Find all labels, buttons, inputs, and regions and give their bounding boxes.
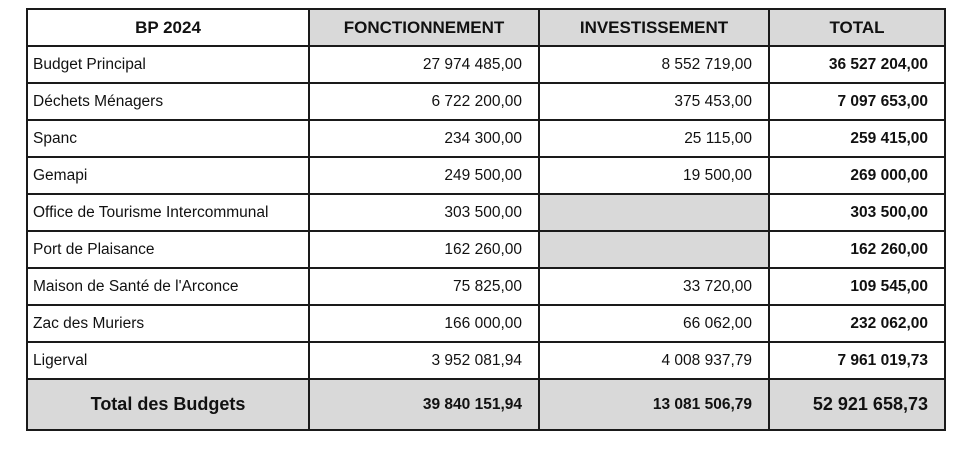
- header-fonctionnement: FONCTIONNEMENT: [309, 9, 539, 46]
- investissement-cell-empty: [539, 194, 769, 231]
- total-cell: 162 260,00: [769, 231, 945, 268]
- grand-total: 52 921 658,73: [769, 379, 945, 430]
- total-cell: 303 500,00: [769, 194, 945, 231]
- header-bp-2024: BP 2024: [27, 9, 309, 46]
- investissement-cell-empty: [539, 231, 769, 268]
- fonctionnement-cell: 249 500,00: [309, 157, 539, 194]
- table-row: [27, 46, 945, 83]
- fonctionnement-cell: 166 000,00: [309, 305, 539, 342]
- fonctionnement-cell: 303 500,00: [309, 194, 539, 231]
- header-investissement: INVESTISSEMENT: [539, 9, 769, 46]
- fonctionnement-cell: 75 825,00: [309, 268, 539, 305]
- totals-row: [27, 379, 945, 430]
- total-cell: 7 961 019,73: [769, 342, 945, 379]
- header-row: [27, 9, 945, 46]
- total-cell: 232 062,00: [769, 305, 945, 342]
- table-row: [27, 120, 945, 157]
- header-total: TOTAL: [769, 9, 945, 46]
- fonctionnement-cell: 3 952 081,94: [309, 342, 539, 379]
- investissement-cell: 33 720,00: [539, 268, 769, 305]
- total-cell: 36 527 204,00: [769, 46, 945, 83]
- fonctionnement-cell: 27 974 485,00: [309, 46, 539, 83]
- investissement-cell: 19 500,00: [539, 157, 769, 194]
- investissement-cell: 25 115,00: [539, 120, 769, 157]
- row-label: Spanc: [27, 120, 309, 157]
- row-label: Gemapi: [27, 157, 309, 194]
- totals-label: Total des Budgets: [27, 379, 309, 430]
- fonctionnement-cell: 234 300,00: [309, 120, 539, 157]
- total-cell: 259 415,00: [769, 120, 945, 157]
- fonctionnement-cell: 162 260,00: [309, 231, 539, 268]
- total-cell: 7 097 653,00: [769, 83, 945, 120]
- table-row: [27, 194, 945, 231]
- row-label: Ligerval: [27, 342, 309, 379]
- totals-fonctionnement: 39 840 151,94: [309, 379, 539, 430]
- investissement-cell: 375 453,00: [539, 83, 769, 120]
- total-cell: 109 545,00: [769, 268, 945, 305]
- table-row: [27, 268, 945, 305]
- table-row: [27, 83, 945, 120]
- table-row: [27, 342, 945, 379]
- investissement-cell: 4 008 937,79: [539, 342, 769, 379]
- row-label: Zac des Muriers: [27, 305, 309, 342]
- table-row: [27, 305, 945, 342]
- row-label: Budget Principal: [27, 46, 309, 83]
- table-row: [27, 157, 945, 194]
- row-label: Déchets Ménagers: [27, 83, 309, 120]
- row-label: Office de Tourisme Intercommunal: [27, 194, 309, 231]
- row-label: Port de Plaisance: [27, 231, 309, 268]
- total-cell: 269 000,00: [769, 157, 945, 194]
- budget-table: [26, 8, 946, 431]
- row-label: Maison de Santé de l'Arconce: [27, 268, 309, 305]
- totals-investissement: 13 081 506,79: [539, 379, 769, 430]
- investissement-cell: 8 552 719,00: [539, 46, 769, 83]
- fonctionnement-cell: 6 722 200,00: [309, 83, 539, 120]
- table-row: [27, 231, 945, 268]
- investissement-cell: 66 062,00: [539, 305, 769, 342]
